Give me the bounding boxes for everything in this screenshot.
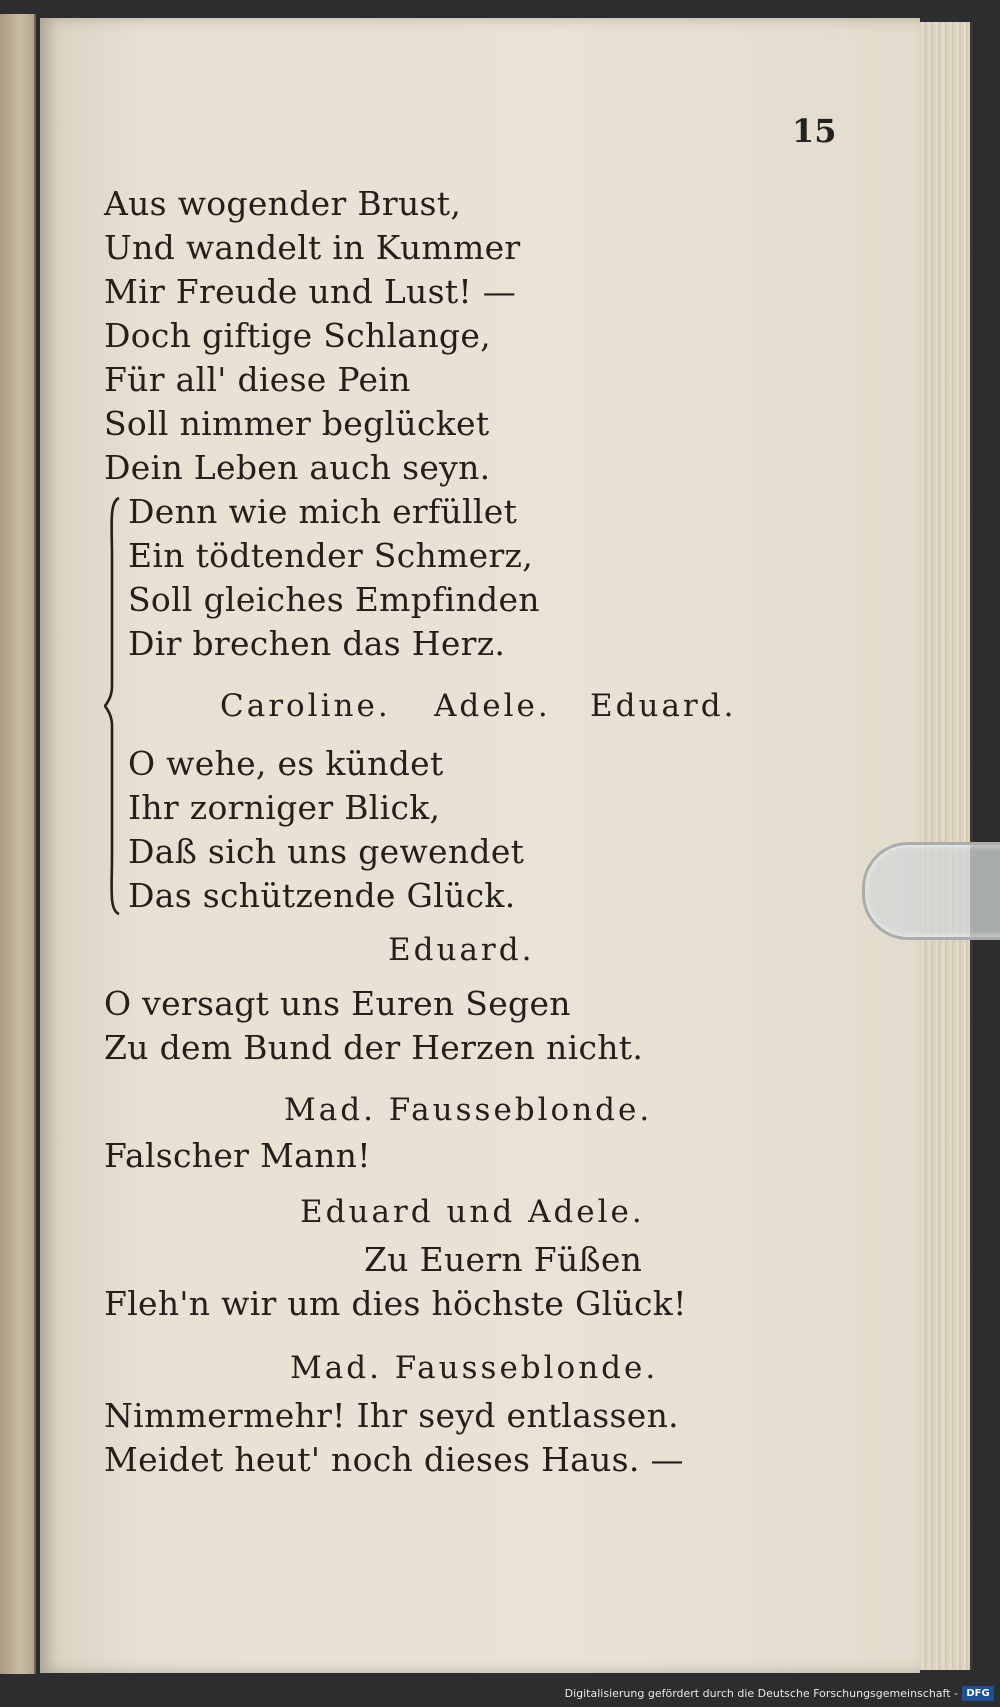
dfg-logo: DFG — [962, 1686, 994, 1701]
verse-line: Doch giftige Schlange, — [104, 316, 491, 355]
verse-line: Zu dem Bund der Herzen nicht. — [104, 1028, 644, 1067]
verse-line: Denn wie mich erfüllet — [128, 492, 518, 531]
verse-line: Fleh'n wir um dies höchste Glück! — [104, 1284, 687, 1323]
verse-line: Dir brechen das Herz. — [128, 624, 506, 663]
verse-line: Aus wogender Brust, — [104, 184, 462, 223]
speaker-eduard: Eduard. — [590, 688, 737, 724]
verse-line: Für all' diese Pein — [104, 360, 411, 399]
page-number: 15 — [792, 112, 837, 150]
paper-clip-icon — [862, 842, 1000, 940]
verse-line: Zu Euern Füßen — [364, 1240, 643, 1279]
speaker-eduard-adele: Eduard und Adele. — [300, 1194, 645, 1230]
book-page — [40, 18, 920, 1673]
curly-brace-icon — [104, 496, 122, 916]
verse-line: Ein tödtender Schmerz, — [128, 536, 534, 575]
verse-line: Soll nimmer beglücket — [104, 404, 490, 443]
digitization-credit: Digitalisierung gefördert durch die Deutsche Forschungsgemeinschaft - — [564, 1687, 958, 1700]
speaker-eduard: Eduard. — [388, 932, 535, 968]
verse-line: Das schützende Glück. — [128, 876, 516, 915]
verse-line: Und wandelt in Kummer — [104, 228, 521, 267]
verse-line: O wehe, es kündet — [128, 744, 444, 783]
speaker-fausseblonde: Mad. Fausseblonde. — [290, 1350, 659, 1386]
speaker-fausseblonde: Mad. Fausseblonde. — [284, 1092, 653, 1128]
verse-line: Daß sich uns gewendet — [128, 832, 525, 871]
verse-line: Ihr zorniger Blick, — [128, 788, 441, 827]
verse-line: O versagt uns Euren Segen — [104, 984, 571, 1023]
footer-bar — [0, 1677, 1000, 1707]
verse-line: Soll gleiches Empfinden — [128, 580, 540, 619]
verse-line: Nimmermehr! Ihr seyd entlassen. — [104, 1396, 679, 1435]
speaker-caroline: Caroline. — [220, 688, 391, 724]
speaker-adele: Adele. — [434, 688, 551, 724]
verse-line: Mir Freude und Lust! — — [104, 272, 517, 311]
verse-line: Dein Leben auch seyn. — [104, 448, 491, 487]
verse-line: Meidet heut' noch dieses Haus. — — [104, 1440, 684, 1479]
verse-line: Falscher Mann! — [104, 1136, 371, 1175]
previous-page-edge — [0, 14, 36, 1674]
